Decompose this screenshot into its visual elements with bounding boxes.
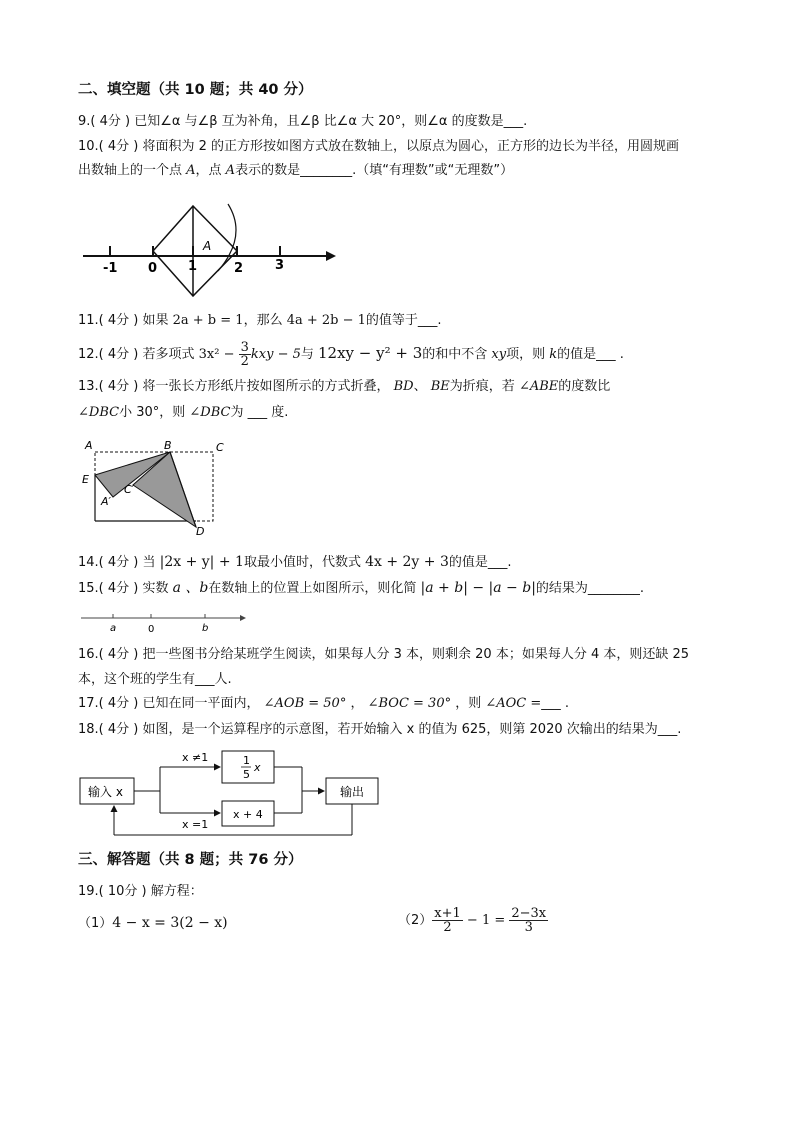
q15-mid: 在数轴上的位置上如图所示，则化简 <box>208 581 421 596</box>
q11-mid: ，那么 <box>243 313 287 328</box>
q13-text: 为 ___ 度. <box>230 405 289 420</box>
question-19-part1 <box>78 914 228 933</box>
point-label: A <box>203 239 212 253</box>
part-label: （1） <box>78 916 113 931</box>
question-10-line1: 10.( 4分 ) 将面积为 2 的正方形按如图方式放在数轴上，以原点为圆心，正方形的边长为半径，用圆规画 <box>78 139 680 154</box>
q15-expr: |a + b| − |a − b| <box>420 580 536 596</box>
operation-variable: x <box>254 761 261 774</box>
question-13-line1 <box>78 378 610 396</box>
tick-label: 0 <box>148 261 158 276</box>
q15-prefix: 15.( 4分 ) 实数 <box>78 581 173 596</box>
q12-mid: 与 <box>300 347 319 362</box>
output-box-label: 输出 <box>340 785 365 799</box>
question-16-line2: 本，这个班的学生有___人. <box>78 672 232 687</box>
question-19-part2 <box>398 906 548 936</box>
question-16-line1: 16.( 4分 ) 把一些图书分给某班学生阅读，如果每人分 3 本，则剩余 20 本；如果每人分 4 本，则还缺 25 <box>78 647 690 662</box>
fraction <box>432 907 463 934</box>
point-a-label: A <box>225 163 236 178</box>
fraction-denominator: 2 <box>443 920 452 935</box>
vertex-label: B <box>164 439 172 452</box>
operation-bottom-label: x + 4 <box>233 808 263 821</box>
vertex-label: E <box>82 473 89 486</box>
tick-label: 1 <box>188 259 198 274</box>
q13-text: 的度数比 <box>558 379 611 394</box>
fraction <box>239 341 251 368</box>
q14-suffix: 的值是___. <box>448 555 512 570</box>
fraction-numerator: 3 <box>240 340 249 355</box>
question-15 <box>78 579 644 598</box>
q12-term: xy <box>491 347 507 362</box>
tick-label: a <box>110 623 117 634</box>
q13-text: 小 30°，则 <box>119 405 190 420</box>
q10-text-c: 表示的数是________.（填“有理数”或“无理数”） <box>235 163 514 178</box>
operation-flowchart <box>78 745 388 840</box>
q15-ab: a 、b <box>172 580 209 596</box>
q14-mid: 取最小值时，代数式 <box>243 555 366 570</box>
q12-poly-a: 3x² − <box>198 347 239 362</box>
question-11 <box>78 312 442 330</box>
fraction <box>509 907 548 934</box>
q11-suffix: 的值等于___. <box>365 313 442 328</box>
fraction-denominator: 5 <box>243 768 250 781</box>
q17-suffix: ___ . <box>541 696 570 711</box>
question-13-line2 <box>78 404 288 422</box>
vertex-label: A′ <box>101 495 112 508</box>
q14-expr: 4x + 2y + 3 <box>365 554 449 570</box>
q17-angle: ∠AOB = 50° <box>263 696 347 711</box>
q13-text: 为折痕，若 <box>449 379 519 394</box>
question-17 <box>78 695 569 713</box>
q13-be: BE <box>430 379 450 394</box>
input-box-label: 输入 x <box>88 785 123 799</box>
fraction-denominator: 3 <box>524 920 533 935</box>
q12-mid2: 的和中不含 <box>422 347 492 362</box>
q12-mid3: 项，则 <box>506 347 550 362</box>
tick-label: b <box>202 623 209 634</box>
question-18: 18.( 4分 ) 如图，是一个运算程序的示意图，若开始输入 x 的值为 625，则第 2020 次输出的结果为___. <box>78 722 682 737</box>
section-title: 二、填空题（共 10 题；共 40 分） <box>78 82 313 98</box>
equation-mid: − 1 = <box>462 913 510 928</box>
vertex-label: C <box>216 441 224 454</box>
tick-label: 3 <box>275 258 285 273</box>
condition-top-label: x ≠1 <box>182 751 209 764</box>
tick-label: 0 <box>148 624 155 635</box>
vertex-label: C′ <box>124 483 135 496</box>
condition-bottom-label: x =1 <box>182 818 209 831</box>
q11-equation: 2a + b = 1 <box>172 313 244 328</box>
vertex-label: A <box>85 439 93 452</box>
fraction-numerator: 1 <box>243 754 250 767</box>
q13-angle: ∠ABE <box>518 379 559 394</box>
q11-expression: 4a + 2b − 1 <box>286 313 366 328</box>
question-12 <box>78 340 624 368</box>
folded-paper-figure <box>78 437 238 537</box>
q12-poly-b: kxy − 5 <box>250 347 301 362</box>
q17-prefix: 17.( 4分 ) 已知在同一平面内， <box>78 696 264 711</box>
q10-text-a: 出数轴上的一个点 <box>78 163 187 178</box>
question-10-line2 <box>78 162 513 180</box>
vertex-label: D <box>196 525 205 537</box>
number-line-ab-figure <box>78 610 253 636</box>
number-line-square-figure <box>78 196 343 301</box>
tick-label: 2 <box>234 261 244 276</box>
question-9: 9.( 4分 ) 已知∠α 与∠β 互为补角，且∠β 比∠α 大 20°，则∠α 的度数是___. <box>78 114 528 129</box>
tick-label: -1 <box>103 261 118 276</box>
q17-mid: ，则 <box>451 696 486 711</box>
question-19-title: 19.( 10分 ) 解方程： <box>78 884 203 899</box>
q13-angle: ∠DBC <box>189 405 231 420</box>
q10-text-b: ，点 <box>195 163 226 178</box>
point-a-label: A <box>186 163 196 178</box>
q13-text: 13.( 4分 ) 将一张长方形纸片按如图所示的方式折叠， <box>78 379 394 394</box>
q17-angle: ∠AOC = <box>485 696 542 711</box>
q12-suffix: 的值是___ . <box>557 347 624 362</box>
part-label: （2） <box>398 913 433 928</box>
q15-suffix: 的结果为________. <box>535 581 645 596</box>
q11-prefix: 11.( 4分 ) 如果 <box>78 313 173 328</box>
q13-angle: ∠DBC <box>78 405 120 420</box>
q13-bd: BD <box>393 379 414 394</box>
q17-angle: ∠BOC = 30° <box>367 696 452 711</box>
q12-k: k <box>549 347 558 362</box>
fraction-numerator: 2−3x <box>511 906 547 921</box>
q13-sep: 、 <box>413 379 431 394</box>
q12-prefix: 12.( 4分 ) 若多项式 <box>78 347 199 362</box>
q14-prefix: 14.( 4分 ) 当 <box>78 555 160 570</box>
q14-abs: |2x + y| + 1 <box>159 554 244 570</box>
q12-poly-2: 12xy − y² + 3 <box>318 344 423 362</box>
fraction-denominator: 2 <box>240 354 249 369</box>
q17-sep: ， <box>346 696 368 711</box>
equation: 4 − x = 3(2 − x) <box>112 915 228 931</box>
fraction-numerator: x+1 <box>434 906 461 921</box>
question-14 <box>78 553 512 572</box>
section-title: 三、解答题（共 8 题；共 76 分） <box>78 852 303 868</box>
